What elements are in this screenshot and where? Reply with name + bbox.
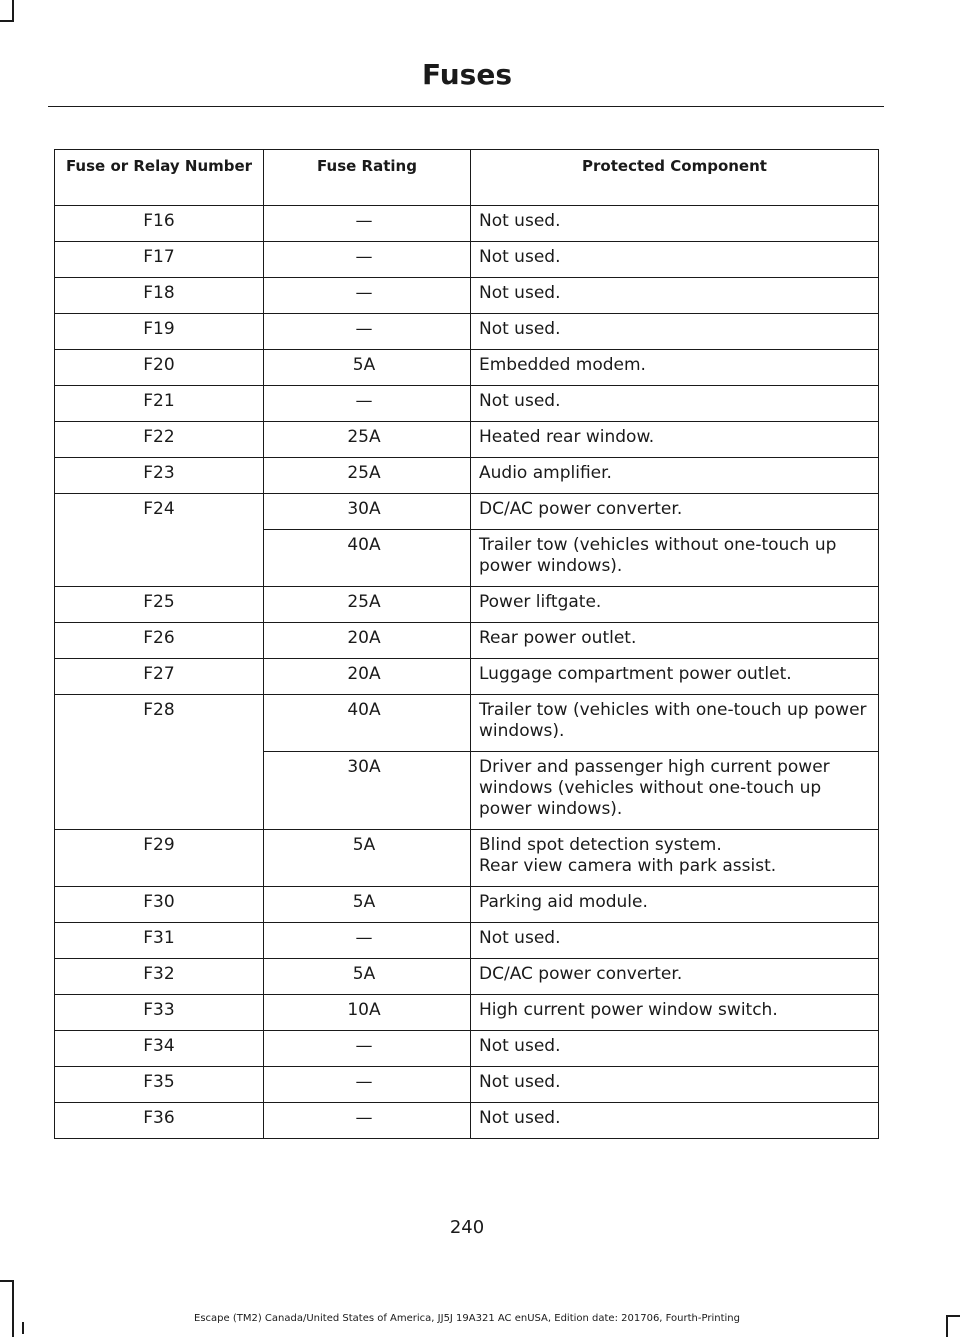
fuse-number-cell: F19 (55, 314, 264, 350)
protected-component-cell: Blind spot detection system. Rear view camera with park assist. (471, 830, 879, 887)
fuse-number-cell: F32 (55, 959, 264, 995)
fuse-number-cell: F23 (55, 458, 264, 494)
protected-component-cell: Not used. (471, 314, 879, 350)
fuse-rating-cell: — (264, 386, 471, 422)
page-number: 240 (449, 1217, 485, 1238)
fuse-rating-cell: 25A (264, 458, 471, 494)
fuse-number-cell: F17 (55, 242, 264, 278)
fuse-rating-cell: 25A (264, 422, 471, 458)
table-row (55, 350, 879, 386)
table-row (55, 206, 879, 242)
table-row (55, 314, 879, 350)
protected-component-cell: Power liftgate. (471, 587, 879, 623)
fuse-number-cell: F31 (55, 923, 264, 959)
table-row (55, 752, 879, 830)
fuse-number-cell: F34 (55, 1031, 264, 1067)
table-row (55, 587, 879, 623)
protected-component-cell: Not used. (471, 242, 879, 278)
protected-component-cell: Driver and passenger high current power windows (vehicles without one-touch up power windows). (471, 752, 879, 830)
fuse-number-cell: F27 (55, 659, 264, 695)
table-row (55, 494, 879, 530)
fuse-number-cell: F22 (55, 422, 264, 458)
fuse-number-cell: F29 (55, 830, 264, 887)
fuse-rating-cell: 20A (264, 623, 471, 659)
crop-mark (946, 1315, 960, 1317)
fuse-number-cell: F20 (55, 350, 264, 386)
table-row (55, 1103, 879, 1139)
crop-mark (0, 20, 14, 22)
fuse-rating-cell: 30A (264, 752, 471, 830)
protected-component-cell: Not used. (471, 206, 879, 242)
fuse-table (54, 149, 879, 1139)
table-header-row (55, 150, 879, 206)
fuse-number-cell: F33 (55, 995, 264, 1031)
fuse-rating-cell: — (264, 206, 471, 242)
table-row (55, 623, 879, 659)
fuse-rating-cell: — (264, 1067, 471, 1103)
protected-component-cell: Trailer tow (vehicles without one-touch up power windows). (471, 530, 879, 587)
fuse-number-cell (55, 530, 264, 587)
column-header-rating: Fuse Rating (264, 150, 471, 206)
protected-component-cell: DC/AC power converter. (471, 959, 879, 995)
protected-component-cell: Not used. (471, 1031, 879, 1067)
column-header-number: Fuse or Relay Number (55, 150, 264, 206)
fuse-rating-cell: — (264, 1103, 471, 1139)
protected-component-cell: Parking aid module. (471, 887, 879, 923)
protected-component-cell: Trailer tow (vehicles with one-touch up power windows). (471, 695, 879, 752)
fuse-number-cell (55, 752, 264, 830)
fuse-rating-cell: — (264, 278, 471, 314)
protected-component-cell: High current power window switch. (471, 995, 879, 1031)
table-row (55, 959, 879, 995)
crop-mark (946, 1315, 948, 1337)
fuse-number-cell: F21 (55, 386, 264, 422)
protected-component-cell: Heated rear window. (471, 422, 879, 458)
fuse-number-cell: F28 (55, 695, 264, 752)
fuse-rating-cell: 5A (264, 887, 471, 923)
table-row (55, 1067, 879, 1103)
table-row (55, 530, 879, 587)
table-row (55, 695, 879, 752)
table-row (55, 995, 879, 1031)
fuse-rating-cell: 25A (264, 587, 471, 623)
fuse-rating-cell: — (264, 923, 471, 959)
table-row (55, 458, 879, 494)
fuse-number-cell: F35 (55, 1067, 264, 1103)
table-row (55, 278, 879, 314)
page-title: Fuses (422, 58, 512, 91)
fuse-number-cell: F36 (55, 1103, 264, 1139)
fuse-rating-cell: 40A (264, 695, 471, 752)
protected-component-cell: Rear power outlet. (471, 623, 879, 659)
fuse-table-body (55, 206, 879, 1139)
fuse-rating-cell: 30A (264, 494, 471, 530)
table-row (55, 1031, 879, 1067)
table-row (55, 242, 879, 278)
fuse-rating-cell: 10A (264, 995, 471, 1031)
column-header-component: Protected Component (471, 150, 879, 206)
crop-mark (12, 0, 14, 22)
fuse-rating-cell: 5A (264, 830, 471, 887)
fuse-rating-cell: — (264, 1031, 471, 1067)
fuse-rating-cell: 5A (264, 350, 471, 386)
fuse-rating-cell: — (264, 314, 471, 350)
table-row (55, 386, 879, 422)
crop-mark (12, 1280, 14, 1337)
table-row (55, 659, 879, 695)
table-row (55, 830, 879, 887)
table-row (55, 422, 879, 458)
fuse-number-cell: F25 (55, 587, 264, 623)
fuse-number-cell: F24 (55, 494, 264, 530)
table-row (55, 923, 879, 959)
protected-component-cell: Audio amplifier. (471, 458, 879, 494)
table-row (55, 887, 879, 923)
crop-mark (0, 1280, 14, 1282)
footer-text: Escape (TM2) Canada/United States of America, JJ5J 19A321 AC enUSA, Edition date: 201706, Fourth-Printing (194, 1313, 740, 1324)
protected-component-cell: Not used. (471, 386, 879, 422)
protected-component-cell: Luggage compartment power outlet. (471, 659, 879, 695)
protected-component-cell: Not used. (471, 1103, 879, 1139)
fuse-number-cell: F16 (55, 206, 264, 242)
title-divider (48, 106, 884, 107)
fuse-rating-cell: 20A (264, 659, 471, 695)
fuse-number-cell: F18 (55, 278, 264, 314)
fuse-rating-cell: — (264, 242, 471, 278)
fuse-rating-cell: 5A (264, 959, 471, 995)
protected-component-cell: Embedded modem. (471, 350, 879, 386)
fuse-rating-cell: 40A (264, 530, 471, 587)
fuse-number-cell: F30 (55, 887, 264, 923)
protected-component-cell: Not used. (471, 278, 879, 314)
fuse-number-cell: F26 (55, 623, 264, 659)
protected-component-cell: DC/AC power converter. (471, 494, 879, 530)
protected-component-cell: Not used. (471, 923, 879, 959)
protected-component-cell: Not used. (471, 1067, 879, 1103)
